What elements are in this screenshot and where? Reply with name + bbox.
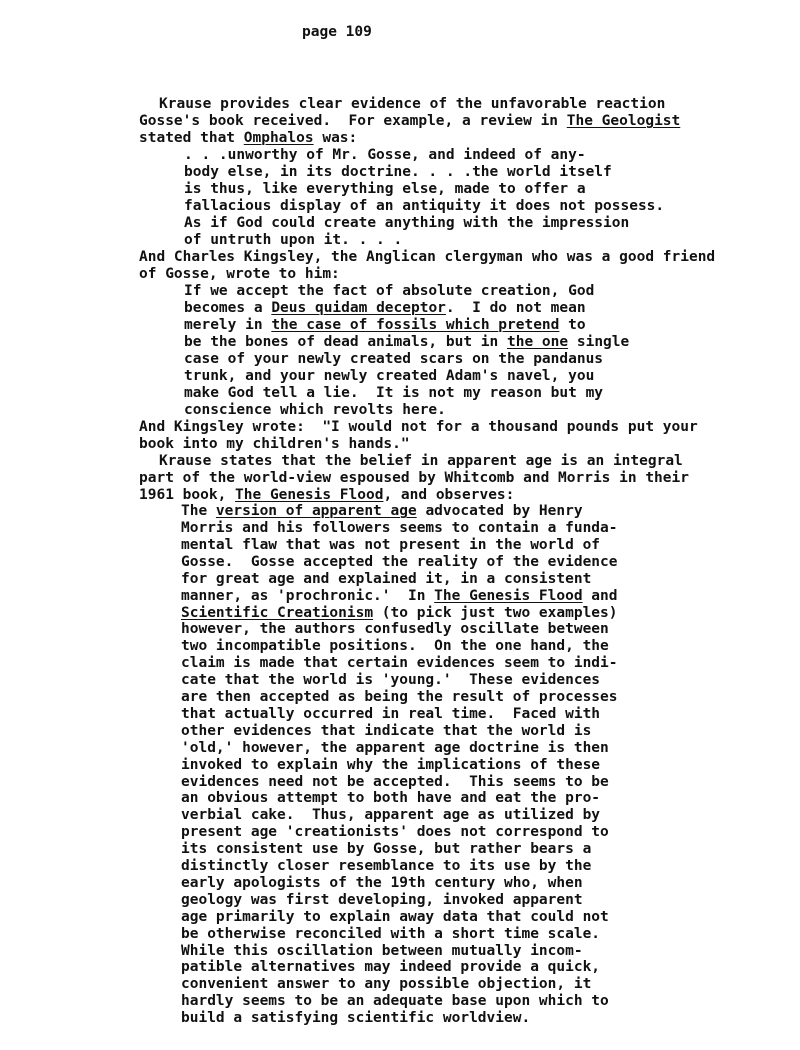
- text-line: [181, 774, 609, 791]
- text-run: and: [582, 587, 618, 604]
- text-run: distinctly closer resemblance to its use by the: [181, 858, 592, 874]
- text-line: [181, 605, 618, 622]
- text-run: becomes a: [184, 300, 272, 316]
- text-run: stated that: [139, 130, 244, 146]
- text-line: [139, 419, 698, 436]
- text-run: (to pick just two examples): [373, 604, 618, 621]
- text-line: [184, 402, 446, 419]
- text-run: that actually occurred in real time. Faced with: [181, 705, 601, 722]
- text-run: evidences need not be accepted. This seems to be: [181, 773, 609, 790]
- text-run: body else, in its doctrine. . . .the world itself: [184, 164, 612, 180]
- text-run: , and observes:: [383, 487, 515, 503]
- text-run: . I do not mean: [445, 300, 586, 316]
- text-line: [181, 520, 618, 537]
- text-run: merely in: [184, 317, 272, 333]
- text-run: cate that the world is 'young.' These evidences: [181, 672, 601, 689]
- text-run: While this oscillation between mutually incom-: [181, 942, 583, 959]
- text-run: two incompatible positions. On the one hand, the: [181, 638, 609, 655]
- text-run: advocated by Henry: [416, 503, 583, 519]
- text-run: early apologists of the 19th century who, when: [181, 874, 583, 891]
- text-line: [139, 436, 410, 453]
- text-run: conscience which revolts here.: [184, 402, 446, 418]
- text-line: [181, 909, 609, 926]
- text-run: book into my children's hands.": [139, 436, 410, 452]
- text-line: [159, 96, 665, 113]
- underlined-text: Omphalos: [243, 130, 314, 146]
- text-run: convenient answer to any possible objection, it: [181, 976, 592, 993]
- text-line: [184, 300, 586, 317]
- text-line: [184, 147, 586, 164]
- text-line: [181, 672, 600, 689]
- text-run: of Gosse, wrote to him:: [139, 266, 340, 282]
- text-line: [139, 470, 689, 487]
- text-line: [184, 232, 402, 249]
- text-line: [184, 317, 586, 334]
- text-run: age primarily to explain away data that could not: [181, 908, 609, 925]
- text-run: And Charles Kingsley, the Anglican clergyman who was a good friend: [139, 249, 716, 265]
- text-line: [139, 266, 340, 283]
- text-run: Krause provides clear evidence of the unfavorable reaction: [159, 96, 666, 112]
- text-line: [181, 841, 591, 858]
- text-line: [181, 976, 591, 993]
- text-line: [181, 824, 609, 841]
- text-line: [181, 807, 600, 824]
- text-run: geology was first developing, invoked apparent: [181, 891, 583, 908]
- text-run: be the bones of dead animals, but in: [184, 334, 508, 350]
- text-run: 1961 book,: [139, 487, 236, 503]
- text-line: [181, 554, 618, 571]
- text-run: is thus, like everything else, made to offer a: [184, 181, 586, 197]
- text-run: Krause states that the belief in apparent age is an integral: [159, 453, 683, 469]
- text-line: [184, 368, 594, 385]
- text-run: for great age and explained it, in a consistent: [181, 570, 592, 587]
- underlined-text: Scientific Creationism: [181, 604, 374, 621]
- text-line: [184, 283, 594, 300]
- text-run: however, the authors confusedly oscillate between: [181, 621, 609, 638]
- underlined-text: The Genesis Flood: [235, 487, 384, 503]
- text-line: [139, 249, 715, 266]
- text-line: [184, 164, 612, 181]
- text-run: trunk, and your newly created Adam's navel, you: [184, 368, 595, 384]
- text-run: manner, as 'prochronic.' In: [181, 587, 435, 604]
- text-run: an obvious attempt to both have and eat the pro-: [181, 790, 601, 807]
- text-run: hardly seems to be an adequate base upon which to: [181, 993, 609, 1010]
- text-run: patible alternatives may indeed provide a quick,: [181, 959, 601, 976]
- underlined-text: the case of fossils which pretend: [271, 317, 560, 333]
- text-run: 'old,' however, the apparent age doctrine is then: [181, 739, 609, 756]
- text-run: its consistent use by Gosse, but rather bears a: [181, 841, 592, 858]
- text-line: [181, 959, 600, 976]
- text-line: [181, 926, 600, 943]
- text-line: [181, 503, 583, 520]
- text-line: [139, 487, 514, 504]
- text-line: [181, 1010, 530, 1027]
- text-run: be otherwise reconciled with a short time scale.: [181, 925, 601, 942]
- text-line: [181, 993, 609, 1010]
- underlined-text: The Genesis Flood: [434, 587, 583, 604]
- text-run: The: [181, 503, 216, 519]
- text-line: [181, 943, 583, 960]
- text-line: [181, 621, 609, 638]
- text-run: mental flaw that was not present in the world of: [181, 536, 601, 553]
- underlined-text: the one: [507, 334, 569, 350]
- text-run: Morris and his followers seems to contain a funda-: [181, 520, 618, 536]
- text-line: [181, 875, 583, 892]
- text-line: [181, 740, 609, 757]
- text-run: present age 'creationists' does not correspond to: [181, 824, 609, 841]
- text-line: [184, 181, 586, 198]
- text-line: [181, 689, 618, 706]
- text-line: [184, 385, 603, 402]
- text-line: [181, 588, 618, 605]
- text-run: . . .unworthy of Mr. Gosse, and indeed of any-: [184, 147, 586, 163]
- text-line: [181, 706, 600, 723]
- text-run: of untruth upon it. . . .: [184, 232, 403, 248]
- text-run: verbial cake. Thus, apparent age as utilized by: [181, 807, 601, 824]
- text-line: [181, 858, 591, 875]
- text-line: [139, 113, 680, 130]
- text-line: [181, 892, 583, 909]
- text-run: are then accepted as being the result of processes: [181, 689, 618, 705]
- text-run: If we accept the fact of absolute creation, God: [184, 283, 595, 299]
- underlined-text: version of apparent age: [215, 503, 417, 519]
- page-number-header: page 109: [302, 24, 372, 40]
- text-line: [181, 537, 600, 554]
- text-run: Gosse's book received. For example, a review in: [139, 113, 567, 129]
- text-run: claim is made that certain evidences seem to indi-: [181, 655, 618, 672]
- text-line: [181, 638, 609, 655]
- text-line: [181, 790, 600, 807]
- text-run: As if God could create anything with the impression: [184, 215, 630, 231]
- text-line: [184, 198, 664, 215]
- text-line: [139, 130, 357, 147]
- text-run: fallacious display of an antiquity it does not possess.: [184, 198, 665, 214]
- underlined-text: Deus quidam deceptor: [271, 300, 446, 316]
- text-run: invoked to explain why the implications of these: [181, 756, 601, 773]
- text-line: [181, 723, 591, 740]
- underlined-text: The Geologist: [566, 113, 681, 129]
- text-line: [159, 453, 683, 470]
- text-run: Gosse. Gosse accepted the reality of the evidence: [181, 553, 618, 570]
- text-run: And Kingsley wrote: "I would not for a thousand pounds put your: [139, 419, 698, 435]
- text-line: [181, 757, 600, 774]
- text-run: part of the world-view espoused by Whitcomb and Morris in their: [139, 470, 689, 486]
- text-run: case of your newly created scars on the pandanus: [184, 351, 604, 367]
- text-line: [184, 334, 629, 351]
- text-line: [181, 571, 591, 588]
- text-line: [184, 351, 603, 368]
- text-line: [181, 655, 618, 672]
- text-run: build a satisfying scientific worldview.: [181, 1010, 531, 1027]
- text-run: single: [568, 334, 630, 350]
- text-run: other evidences that indicate that the world is: [181, 722, 592, 739]
- text-run: was:: [313, 130, 358, 146]
- text-run: to: [559, 317, 586, 333]
- text-run: make God tell a lie. It is not my reason but my: [184, 385, 604, 401]
- text-line: [184, 215, 629, 232]
